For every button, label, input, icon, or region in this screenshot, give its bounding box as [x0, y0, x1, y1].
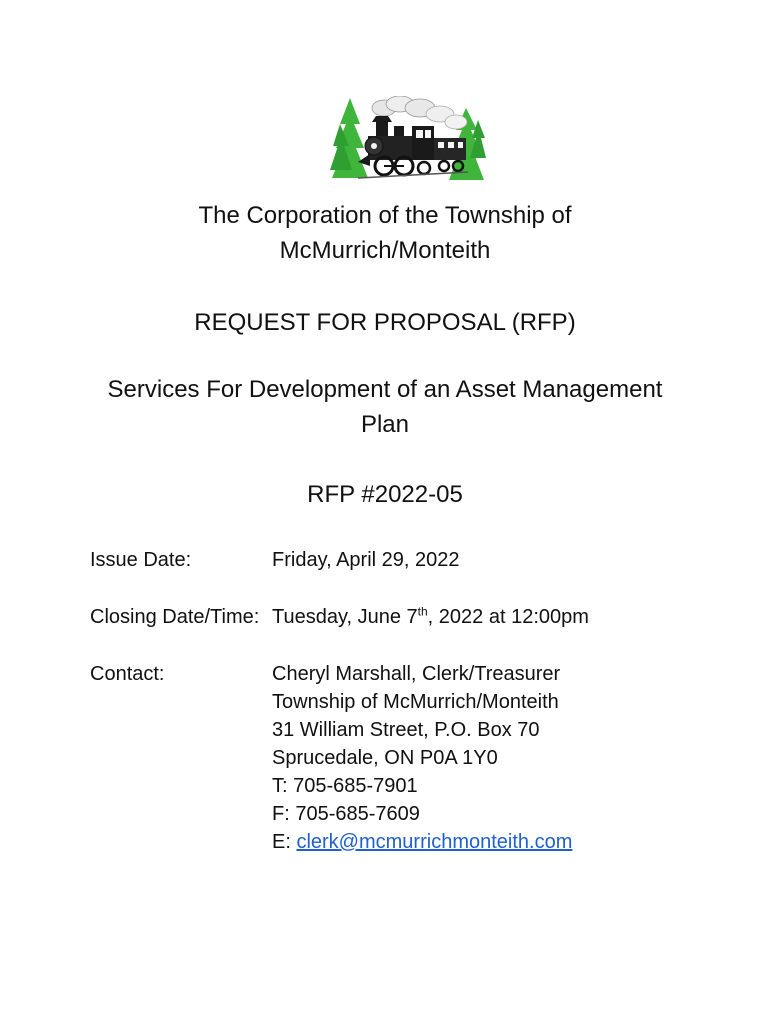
issue-date-label: Issue Date: [90, 549, 192, 571]
title-line-2: McMurrich/Monteith [279, 237, 491, 264]
services-title [0, 372, 770, 442]
contact-address: 31 William Street, P.O. Box 70 [272, 719, 540, 741]
rfp-heading: REQUEST FOR PROPOSAL (RFP) [194, 309, 576, 336]
contact-email-prefix: E: [272, 831, 297, 853]
title-line-1: The Corporation of the Township of [198, 202, 572, 229]
contact-city: Sprucedale, ON P0A 1Y0 [272, 747, 498, 769]
rfp-number: RFP #2022-05 [307, 481, 463, 508]
closing-date-time: , 2022 at 12:00pm [427, 606, 589, 628]
contact-details [272, 660, 572, 856]
contact-email-line [272, 828, 572, 856]
steam-train-logo-icon [328, 96, 486, 194]
closing-date-ordinal: th [417, 604, 428, 619]
contact-fax: F: 705-685-7609 [272, 803, 420, 825]
contact-phone: T: 705-685-7901 [272, 775, 418, 797]
closing-date-text: Tuesday, June 7 [272, 606, 418, 628]
closing-date-value [272, 603, 589, 631]
pine-trees-left [330, 98, 368, 178]
closing-date-label: Closing Date/Time: [90, 606, 260, 628]
issue-date-value: Friday, April 29, 2022 [272, 549, 460, 571]
contact-label: Contact: [90, 663, 165, 685]
document-title [0, 198, 770, 268]
contact-name: Cheryl Marshall, Clerk/Treasurer [272, 663, 561, 685]
services-line-1: Services For Development of an Asset Management [107, 376, 663, 403]
services-line-2: Plan [360, 411, 410, 438]
contact-email-link[interactable]: clerk@mcmurrichmonteith.com [296, 831, 573, 853]
contact-organization: Township of McMurrich/Monteith [272, 691, 559, 713]
